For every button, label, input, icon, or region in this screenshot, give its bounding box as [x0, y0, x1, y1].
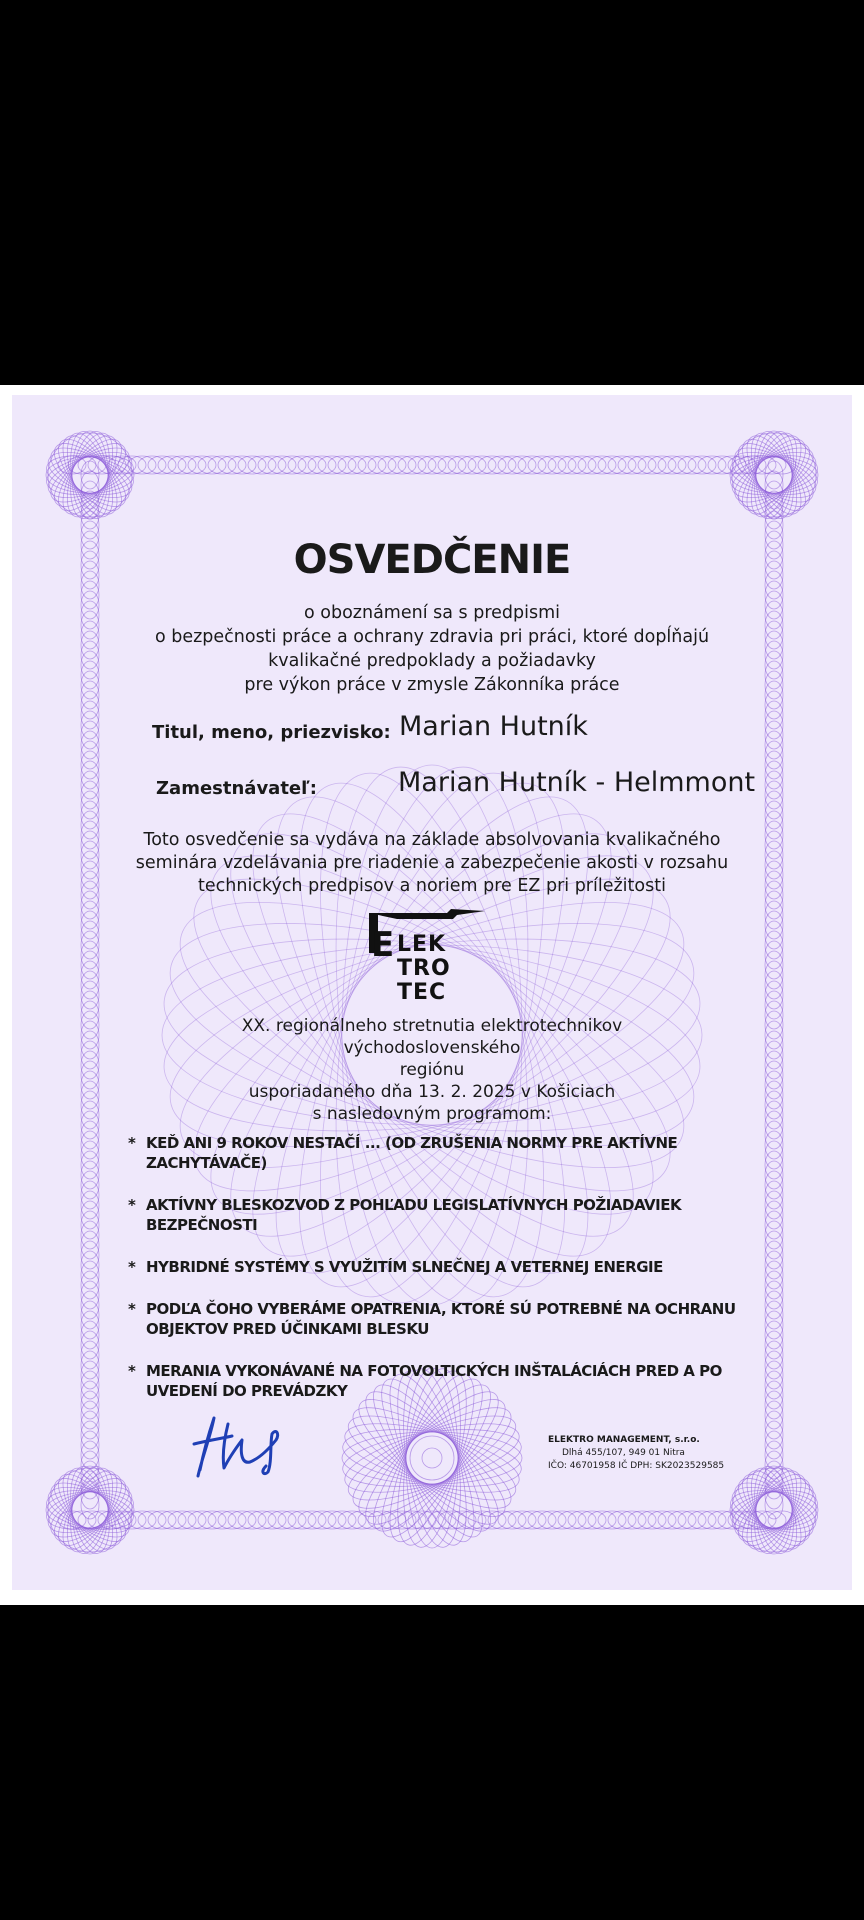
subtitle-line: kvalikačné predpoklady a požiadavky — [268, 651, 596, 671]
program-list — [128, 1133, 736, 1423]
employer-label: Zamestnávateľ: — [156, 778, 317, 799]
event-line: regiónu — [399, 1060, 465, 1080]
event-line: XX. regionálneho stretnutia elektrotechnikov východoslovenského — [241, 1016, 623, 1058]
program-item — [128, 1361, 736, 1401]
issue-paragraph: Toto osvedčenie sa vydáva na základe absolvovania kvalikačného seminára vzdelávania pre riadenie a zabezpečenie akosti v rozsahu technických predpisov a noriem pre EZ pri príležitosti — [135, 830, 729, 896]
logo-line-2: TRO — [397, 956, 451, 981]
name-label: Titul, meno, priezvisko: — [152, 722, 391, 743]
bullet-star: * — [128, 1362, 136, 1380]
employer-value: Marian Hutník - Helmmont — [398, 767, 756, 798]
certificate-paper — [12, 395, 852, 1590]
handwritten-signature — [180, 1410, 310, 1480]
company-address: Dlhá 455/107, 949 01 Nitra — [562, 1448, 685, 1458]
company-name: ELEKTRO MANAGEMENT, s.r.o. — [548, 1435, 700, 1445]
subtitle-line: o oboznámení sa s predpismi — [304, 603, 560, 623]
event-description — [152, 1015, 712, 1125]
event-line: s nasledovným programom: — [312, 1104, 552, 1124]
bullet-star: * — [128, 1196, 136, 1214]
subtitle-line: o bezpečnosti práce a ochrany zdravia pri práci, ktoré dopĺňajú — [154, 627, 710, 647]
bullet-star: * — [128, 1300, 136, 1318]
program-item — [128, 1257, 736, 1277]
event-line: usporiadaného dňa 13. 2. 2025 v Košiciach — [248, 1082, 616, 1102]
certificate-scan — [0, 385, 864, 1605]
bullet-star: * — [128, 1258, 136, 1276]
program-item — [128, 1299, 736, 1339]
logo-line-3: TEC — [397, 980, 447, 1005]
certificate-title: OSVEDČENIE — [293, 537, 571, 583]
name-value: Marian Hutník — [399, 711, 588, 742]
program-item — [128, 1195, 736, 1235]
company-ids: IČO: 46701958 IČ DPH: SK2023529585 — [548, 1461, 725, 1471]
subtitle-line: pre výkon práce v zmysle Zákonníka práce — [244, 675, 620, 695]
program-item-text: MERANIA VYKONÁVANÉ NA FOTOVOLTICKÝCH INŠTALÁCIÁCH PRED A PO UVEDENÍ DO PREVÁDZKY — [146, 1362, 722, 1400]
company-stamp — [548, 1434, 748, 1473]
logo-big-letter: E — [371, 925, 396, 965]
elektrotec-logo — [367, 905, 497, 1005]
program-item-text: AKTÍVNY BLESKOZVOD Z POHĽADU LEGISLATÍVNYCH POŽIADAVIEK BEZPEČNOSTI — [146, 1196, 682, 1234]
program-item-text: KEĎ ANI 9 ROKOV NESTAČÍ ... (OD ZRUŠENIA NORMY PRE AKTÍVNE ZACHYTÁVAČE) — [146, 1134, 678, 1172]
logo-line-1: LEK — [397, 932, 447, 957]
program-item-text: PODĽA ČOHO VYBERÁME OPATRENIA, KTORÉ SÚ POTREBNÉ NA OCHRANU OBJEKTOV PRED ÚČINKAMI BLESKU — [146, 1300, 736, 1338]
program-item — [128, 1133, 736, 1173]
certificate-subtitle — [72, 601, 792, 697]
program-item-text: HYBRIDNÉ SYSTÉMY S VYUŽITÍM SLNEČNEJ A VETERNEJ ENERGIE — [146, 1258, 663, 1276]
bullet-star: * — [128, 1134, 136, 1152]
